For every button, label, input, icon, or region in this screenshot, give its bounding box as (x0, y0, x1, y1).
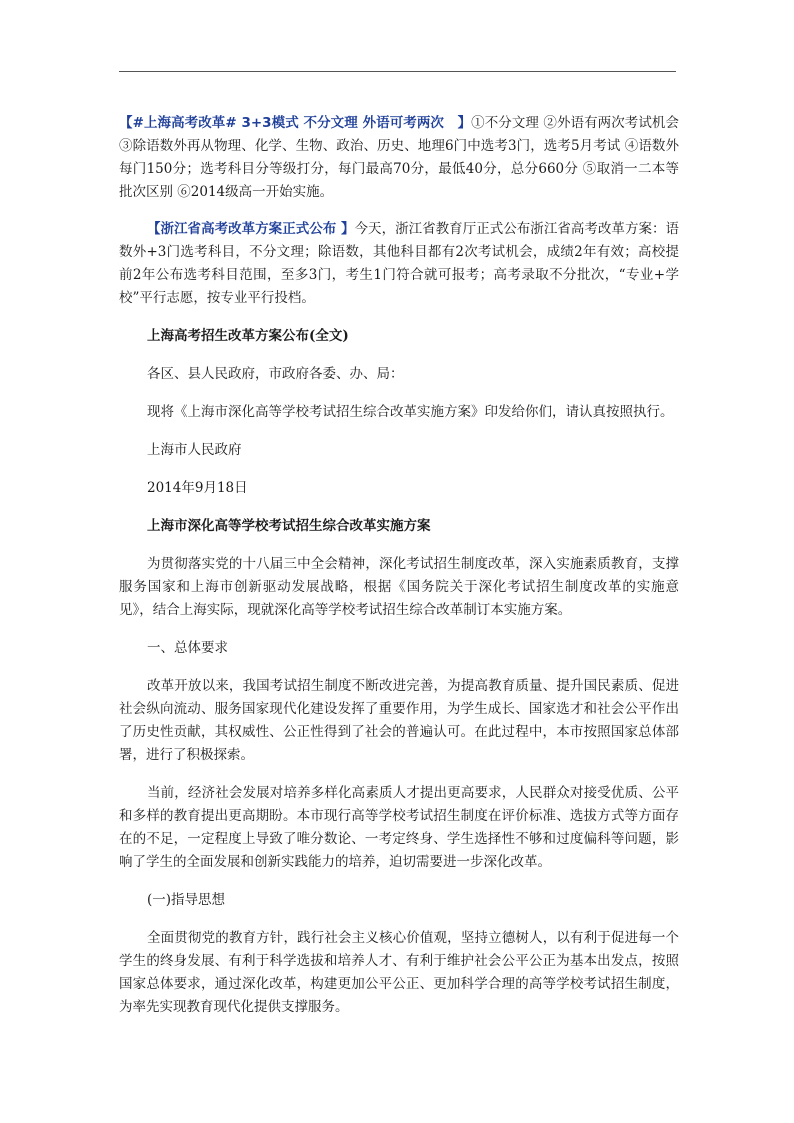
shanghai-summary-lead: 【#上海高考改革# 3+3模式 不分文理 外语可考两次 】 (119, 115, 472, 131)
section-paragraph-1: 改革开放以来，我国考试招生制度不断改进完善，为提高教育质量、提升国民素质、促进社会纵向流动、服务国家现代化建设发挥了重要作用，为学生成长、国家选才和社会公平作出了历史性贡献，其权威性、公正性得到了社会的普遍认可。在此过程中，本市按照国家总体部署，进行了积极探索。 (119, 678, 679, 763)
shanghai-summary-paragraph (119, 112, 679, 204)
zhejiang-summary-lead: 【浙江省高考改革方案正式公布 】 (147, 221, 355, 237)
notice-line: 现将《上海市深化高等学校考试招生综合改革实施方案》印发给你们，请认真按照执行。 (147, 404, 674, 420)
zhejiang-summary-text: 今天，浙江省教育厅正式公布浙江省高考改革方案：语数外+3门选考科目，不分文理；除语数，其他科目都有2次考试机会，成绩2年有效；高校提前2年公布选考科目范围，至多3门，考生1门符合就可报考；高考录取不分批次，“专业+学校”平行志愿，按专业平行投档。 (119, 221, 680, 306)
subsection-heading: (一)指导思想 (147, 892, 226, 908)
intro-paragraph: 为贯彻落实党的十八届三中全会精神，深化考试招生制度改革，深入实施素质教育，支撑服务国家和上海市创新驱动发展战略，根据《国务院关于深化考试招生制度改革的实施意见》，结合上海实际，现就深化高等学校考试招生综合改革制订本实施方案。 (119, 556, 679, 618)
date-line: 2014年9月18日 (147, 480, 248, 496)
plan-title: 上海市深化高等学校考试招生综合改革实施方案 (147, 518, 431, 534)
section-heading: 一、总体要求 (147, 640, 228, 656)
section-paragraph-3: 全面贯彻党的教育方针，践行社会主义核心价值观，坚持立德树人，以有利于促进每一个学生的终身发展、有利于科学选拔和培养人才、有利于维护社会公平公正为基本出发点，按照国家总体要求，通过深化改革，构建更加公平公正、更加科学合理的高等学校考试招生制度，为率先实现教育现代化提供支撑服务。 (119, 930, 679, 1015)
zhejiang-summary-paragraph (119, 218, 679, 310)
issuer-line: 上海市人民政府 (147, 442, 242, 458)
document-body (119, 112, 679, 1019)
addressee-line: 各区、县人民政府，市政府各委、办、局： (147, 366, 404, 382)
announcement-title: 上海高考招生改革方案公布(全文) (147, 328, 349, 344)
section-paragraph-2: 当前，经济社会发展对培养多样化高素质人才提出更高要求，人民群众对接受优质、公平和多样的教育提出更高期盼。本市现行高等学校考试招生制度在评价标准、选拔方式等方面存在的不足，一定程度上导致了唯分数论、一考定终身、学生选择性不够和过度偏科等问题，影响了学生的全面发展和创新实践能力的培养，迫切需要进一步深化改革。 (119, 785, 679, 870)
header-rule (119, 71, 676, 72)
shanghai-summary-text: ①不分文理 ②外语有两次考试机会 ③除语数外再从物理、化学、生物、政治、历史、地理6门中选考3门，选考5月考试 ④语数外每门150分；选考科目分等级打分，每门最高70分，最低40分，总分660分 ⑤取消一二本等批次区别 ⑥2014级高一开始实施。 (119, 115, 679, 200)
